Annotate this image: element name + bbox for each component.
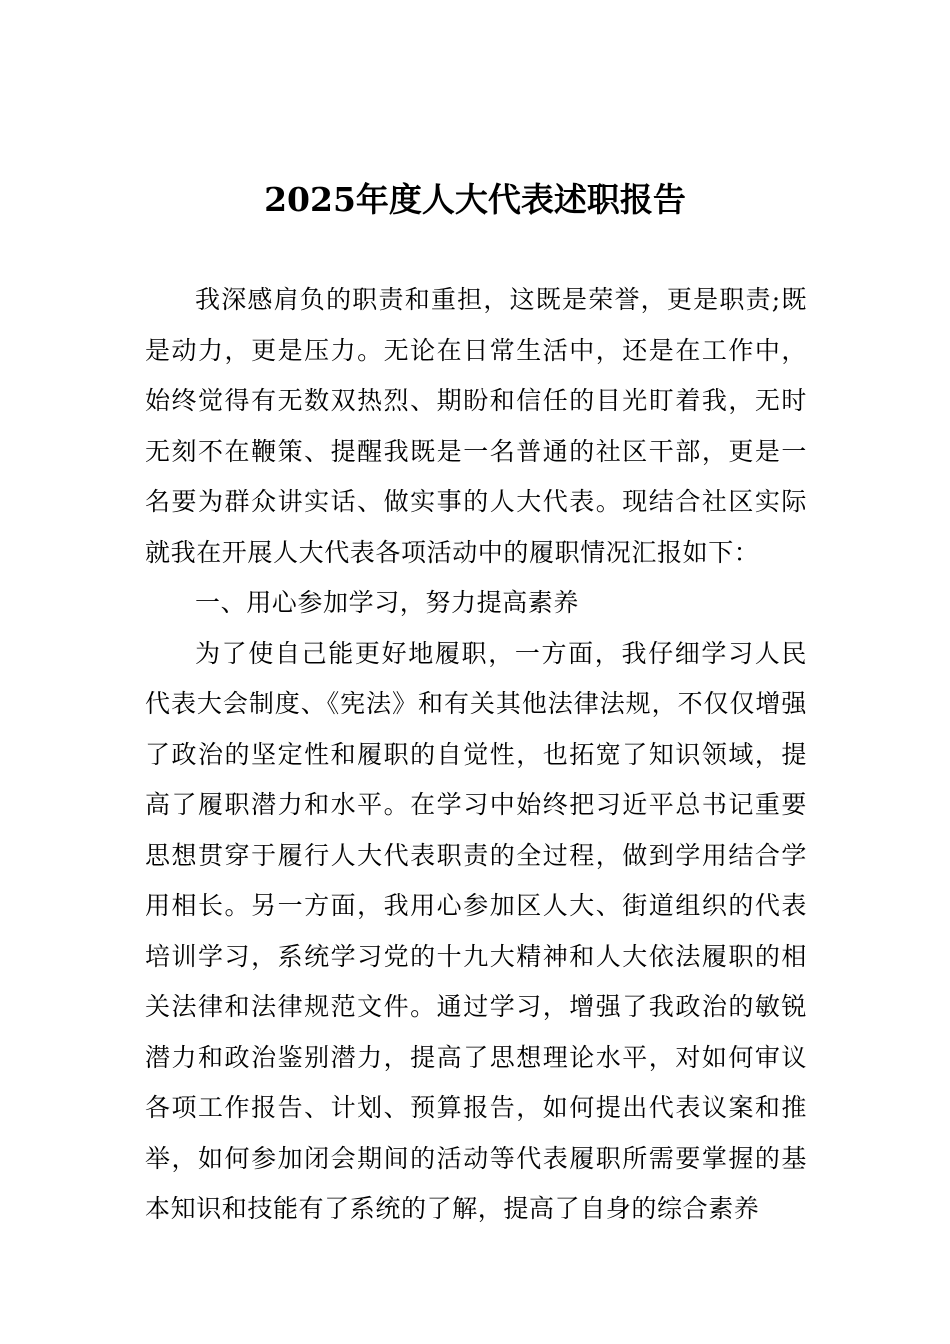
paragraph-study: 为了使自己能更好地履职，一方面，我仔细学习人民代表大会制度、《宪法》和有关其他法律法规，不仅仅增强了政治的坚定性和履职的自觉性，也拓宽了知识领域，提高了履职潜力和水平。在学习中始终把习近平总书记重要思想贯穿于履行人大代表职责的全过程，做到学用结合学用相长。另一方面，我用心参加区人大、街道组织的代表培训学习，系统学习党的十九大精神和人大依法履职的相关法律和法律规范文件。通过学习，增强了我政治的敏锐潜力和政治鉴别潜力，提高了思想理论水平，对如何审议各项工作报告、计划、预算报告，如何提出代表议案和推举，如何参加闭会期间的活动等代表履职所需要掌握的基本知识和技能有了系统的了解，提高了自身的综合素养: [145, 638, 807, 1223]
document-body: [145, 275, 807, 1235]
paragraph-intro: 我深感肩负的职责和重担，这既是荣誉，更是职责;既是动力，更是压力。无论在日常生活中，还是在工作中，始终觉得有无数双热烈、期盼和信任的目光盯着我，无时无刻不在鞭策、提醒我既是一名普通的社区干部，更是一名要为群众讲实话、做实事的人大代表。现结合社区实际就我在开展人大代表各项活动中的履职情况汇报如下：: [145, 285, 807, 567]
document-title: 2025年度人大代表述职报告: [264, 180, 686, 219]
section-heading-1: 一、用心参加学习，努力提高素养: [195, 588, 580, 617]
